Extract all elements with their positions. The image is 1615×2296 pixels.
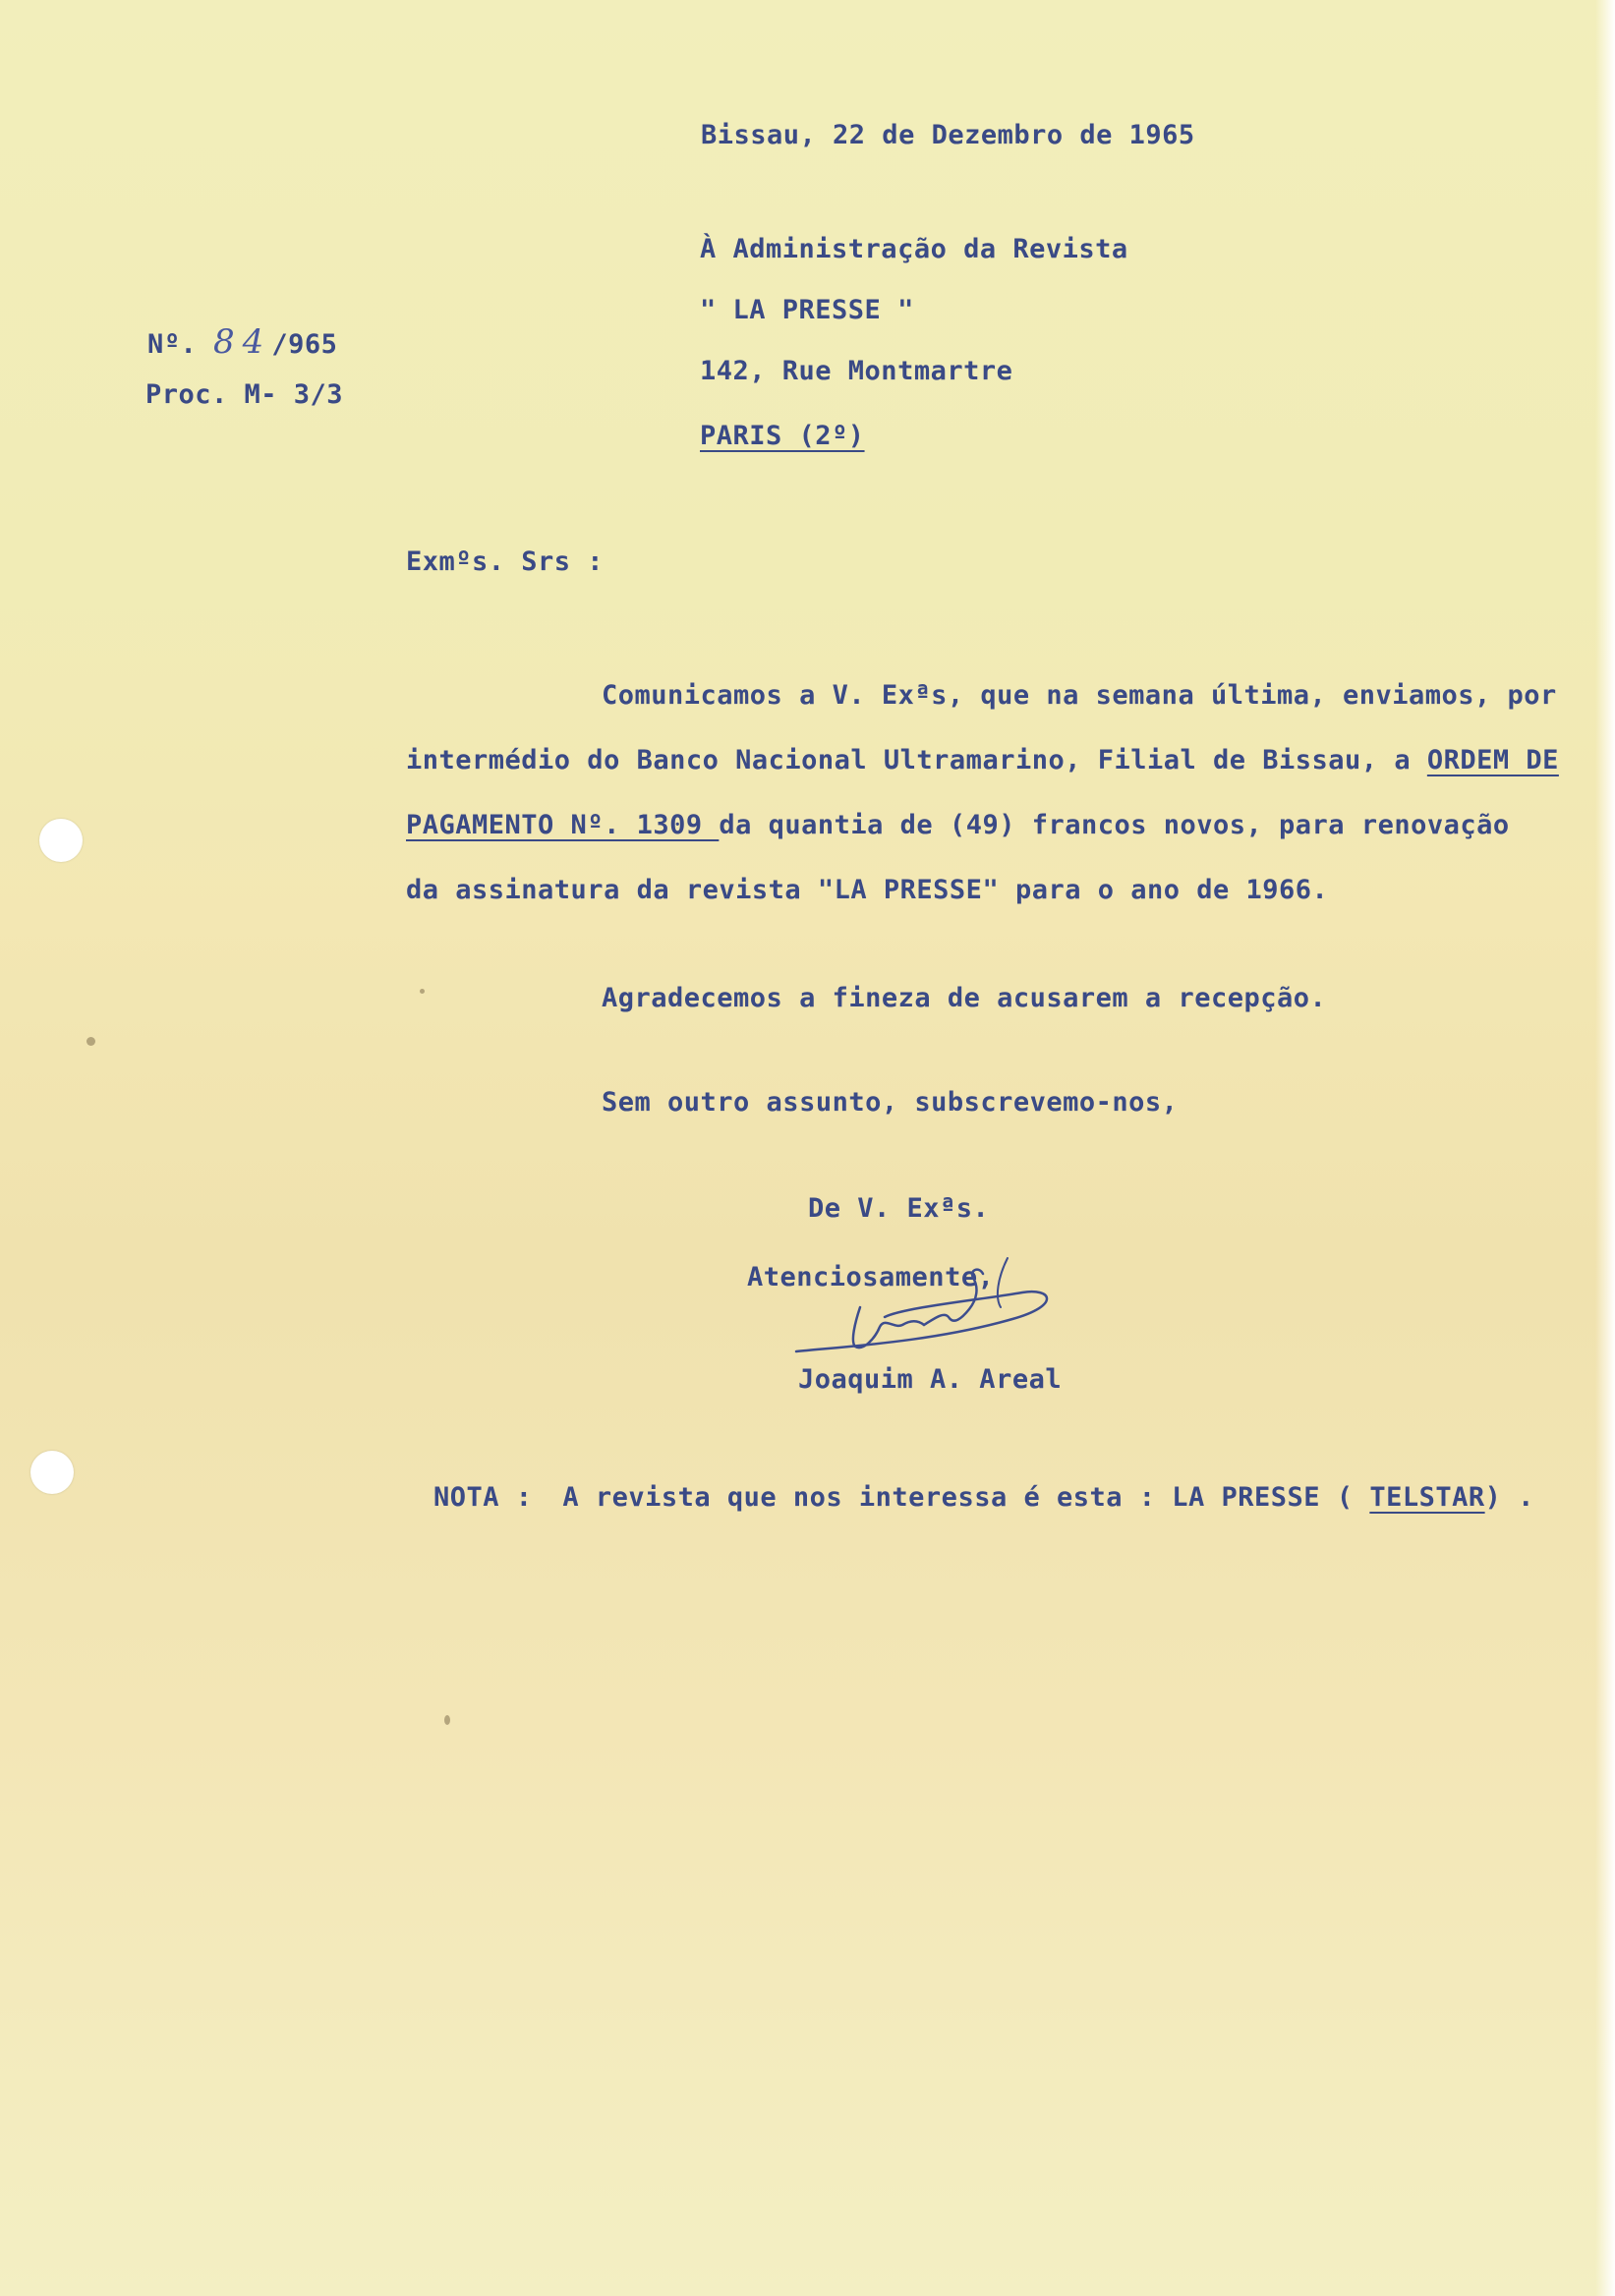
- note-line: [433, 1482, 1534, 1513]
- body-paragraph-1-line-3: [406, 810, 1510, 840]
- salutation: Exmºs. Srs :: [406, 546, 605, 577]
- stain-speck: [444, 1715, 450, 1725]
- note-label: NOTA :: [433, 1482, 533, 1513]
- handwritten-number: 84: [213, 322, 272, 362]
- handwritten-signature: [786, 1248, 1121, 1376]
- body-paragraph-1-line-4: da assinatura da revista "LA PRESSE" para o ano de 1966.: [406, 875, 1329, 905]
- addressee-line-3: 142, Rue Montmartre: [700, 356, 1013, 386]
- signer-name: Joaquim A. Areal: [798, 1364, 1063, 1395]
- body-paragraph-2: Agradecemos a fineza de acusarem a recepção.: [602, 983, 1327, 1013]
- body-line-3-text: da quantia de (49) francos novos, para renovação: [719, 810, 1510, 840]
- date-line: Bissau, 22 de Dezembro de 1965: [701, 120, 1195, 150]
- addressee-line-1: À Administração da Revista: [700, 234, 1128, 264]
- note-end: ) .: [1484, 1482, 1534, 1513]
- addressee-line-2: " LA PRESSE ": [700, 295, 914, 325]
- body-paragraph-1-line-1: Comunicamos a V. Exªs, que na semana última, enviamos, por: [602, 680, 1557, 711]
- closing-line: De V. Exªs.: [808, 1193, 990, 1224]
- reference-prefix: Nº.: [147, 329, 198, 360]
- stain-speck: [420, 989, 425, 994]
- process-reference: Proc. M- 3/3: [145, 379, 344, 410]
- closing-salutation: Atenciosamente,: [747, 1262, 995, 1292]
- stain-speck: [87, 1037, 95, 1046]
- payment-order-number: PAGAMENTO Nº. 1309: [406, 810, 720, 840]
- body-paragraph-1-line-2: [406, 745, 1559, 775]
- paper-edge: [1595, 0, 1615, 2296]
- payment-order-label: ORDEM DE: [1426, 745, 1559, 775]
- body-paragraph-3: Sem outro assunto, subscrevemo-nos,: [602, 1087, 1179, 1118]
- note-telstar: TELSTAR: [1369, 1482, 1485, 1513]
- punch-hole-bottom: [30, 1451, 74, 1494]
- addressee-city: PARIS (2º): [700, 421, 865, 451]
- punch-hole-top: [39, 819, 83, 862]
- reference-suffix: /965: [271, 329, 338, 360]
- note-text: A revista que nos interessa é esta : LA PRESSE (: [562, 1482, 1370, 1513]
- reference-number: [147, 322, 337, 362]
- body-line-2-text: intermédio do Banco Nacional Ultramarino, Filial de Bissau, a: [406, 745, 1427, 775]
